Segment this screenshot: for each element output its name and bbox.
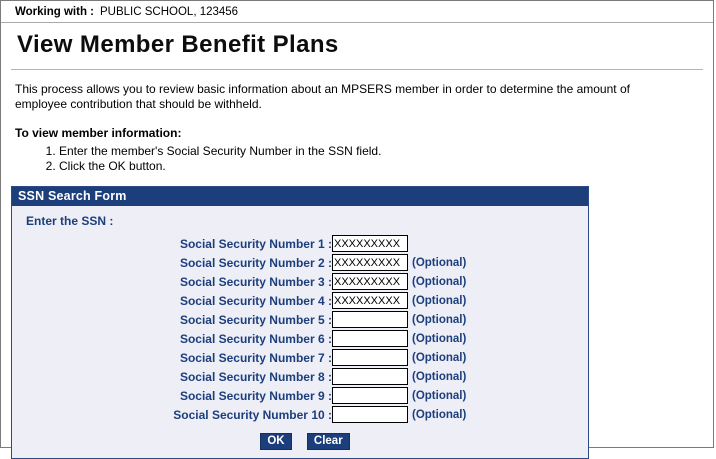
- ssn-input-10[interactable]: [332, 406, 408, 423]
- ssn-input-4[interactable]: [332, 292, 408, 309]
- form-header-title: SSN Search Form: [12, 187, 588, 206]
- working-with-bar: [1, 1, 713, 23]
- ssn-field-cell-7: [332, 348, 412, 367]
- instructions-heading: To view member information:: [15, 126, 182, 140]
- clear-button[interactable]: Clear: [307, 433, 350, 450]
- ssn-label-4: Social Security Number 4 :: [179, 293, 332, 308]
- enter-ssn-label: Enter the SSN :: [26, 214, 114, 228]
- page-title-area: [1, 23, 713, 65]
- ssn-row-9: [12, 386, 588, 405]
- instruction-steps: [1, 144, 713, 174]
- ssn-optional-6: (Optional): [412, 332, 467, 345]
- ssn-row-5: [12, 310, 588, 329]
- form-body: [12, 206, 588, 458]
- ssn-field-cell-5: [332, 310, 412, 329]
- ssn-optional-3: (Optional): [412, 275, 467, 288]
- ssn-label-5: Social Security Number 5 :: [179, 312, 332, 327]
- ssn-field-cell-10: [332, 405, 412, 424]
- ssn-row-8: [12, 367, 588, 386]
- ssn-row-6: [12, 329, 588, 348]
- ssn-label-10: Social Security Number 10 :: [173, 407, 332, 422]
- ssn-label-1: Social Security Number 1 :: [179, 236, 332, 251]
- ssn-row-3: [12, 272, 588, 291]
- ssn-label-6: Social Security Number 6 :: [179, 331, 332, 346]
- ssn-field-cell-6: [332, 329, 412, 348]
- ssn-input-8[interactable]: [332, 368, 408, 385]
- ssn-field-cell-9: [332, 386, 412, 405]
- ssn-label-8: Social Security Number 8 :: [179, 369, 332, 384]
- page-title: View Member Benefit Plans: [17, 31, 339, 58]
- title-divider: [11, 69, 703, 70]
- ssn-optional-8: (Optional): [412, 370, 467, 383]
- ssn-optional-10: (Optional): [412, 408, 467, 421]
- ssn-label-2: Social Security Number 2 :: [179, 255, 332, 270]
- ssn-input-7[interactable]: [332, 349, 408, 366]
- ssn-row-7: [12, 348, 588, 367]
- working-with-label: Working with :: [15, 5, 95, 18]
- ssn-label-9: Social Security Number 9 :: [179, 388, 332, 403]
- ssn-label-7: Social Security Number 7 :: [179, 350, 332, 365]
- ssn-optional-2: (Optional): [412, 256, 467, 269]
- form-buttons: [12, 433, 588, 450]
- intro-text: This process allows you to review basic information about an MPSERS member in order to determine the amount of employee contribution that should be withheld.: [15, 82, 630, 111]
- ssn-row-2: [12, 253, 588, 272]
- working-with-value: PUBLIC SCHOOL, 123456: [100, 5, 239, 18]
- ssn-row-1: [12, 234, 588, 253]
- ssn-optional-4: (Optional): [412, 294, 467, 307]
- ssn-input-3[interactable]: [332, 273, 408, 290]
- instruction-step: 2. Click the OK button.: [59, 159, 713, 174]
- ssn-optional-7: (Optional): [412, 351, 467, 364]
- ssn-search-form: [11, 186, 589, 459]
- ssn-optional-1: [412, 234, 588, 253]
- ssn-field-cell-4: [332, 291, 412, 310]
- ssn-field-cell-2: [332, 253, 412, 272]
- ssn-optional-5: (Optional): [412, 313, 467, 326]
- ssn-field-cell-3: [332, 272, 412, 291]
- ok-button[interactable]: OK: [260, 433, 291, 450]
- ssn-fields-table: [12, 234, 588, 424]
- ssn-optional-9: (Optional): [412, 389, 467, 402]
- instruction-step: 1. Enter the member's Social Security Number in the SSN field.: [59, 144, 713, 159]
- ssn-row-4: [12, 291, 588, 310]
- ssn-row-10: [12, 405, 588, 424]
- ssn-input-6[interactable]: [332, 330, 408, 347]
- ssn-input-2[interactable]: [332, 254, 408, 271]
- ssn-label-3: Social Security Number 3 :: [179, 274, 332, 289]
- ssn-field-cell-1: [332, 234, 412, 253]
- ssn-input-5[interactable]: [332, 311, 408, 328]
- ssn-input-9[interactable]: [332, 387, 408, 404]
- ssn-input-1[interactable]: [332, 235, 408, 252]
- ssn-field-cell-8: [332, 367, 412, 386]
